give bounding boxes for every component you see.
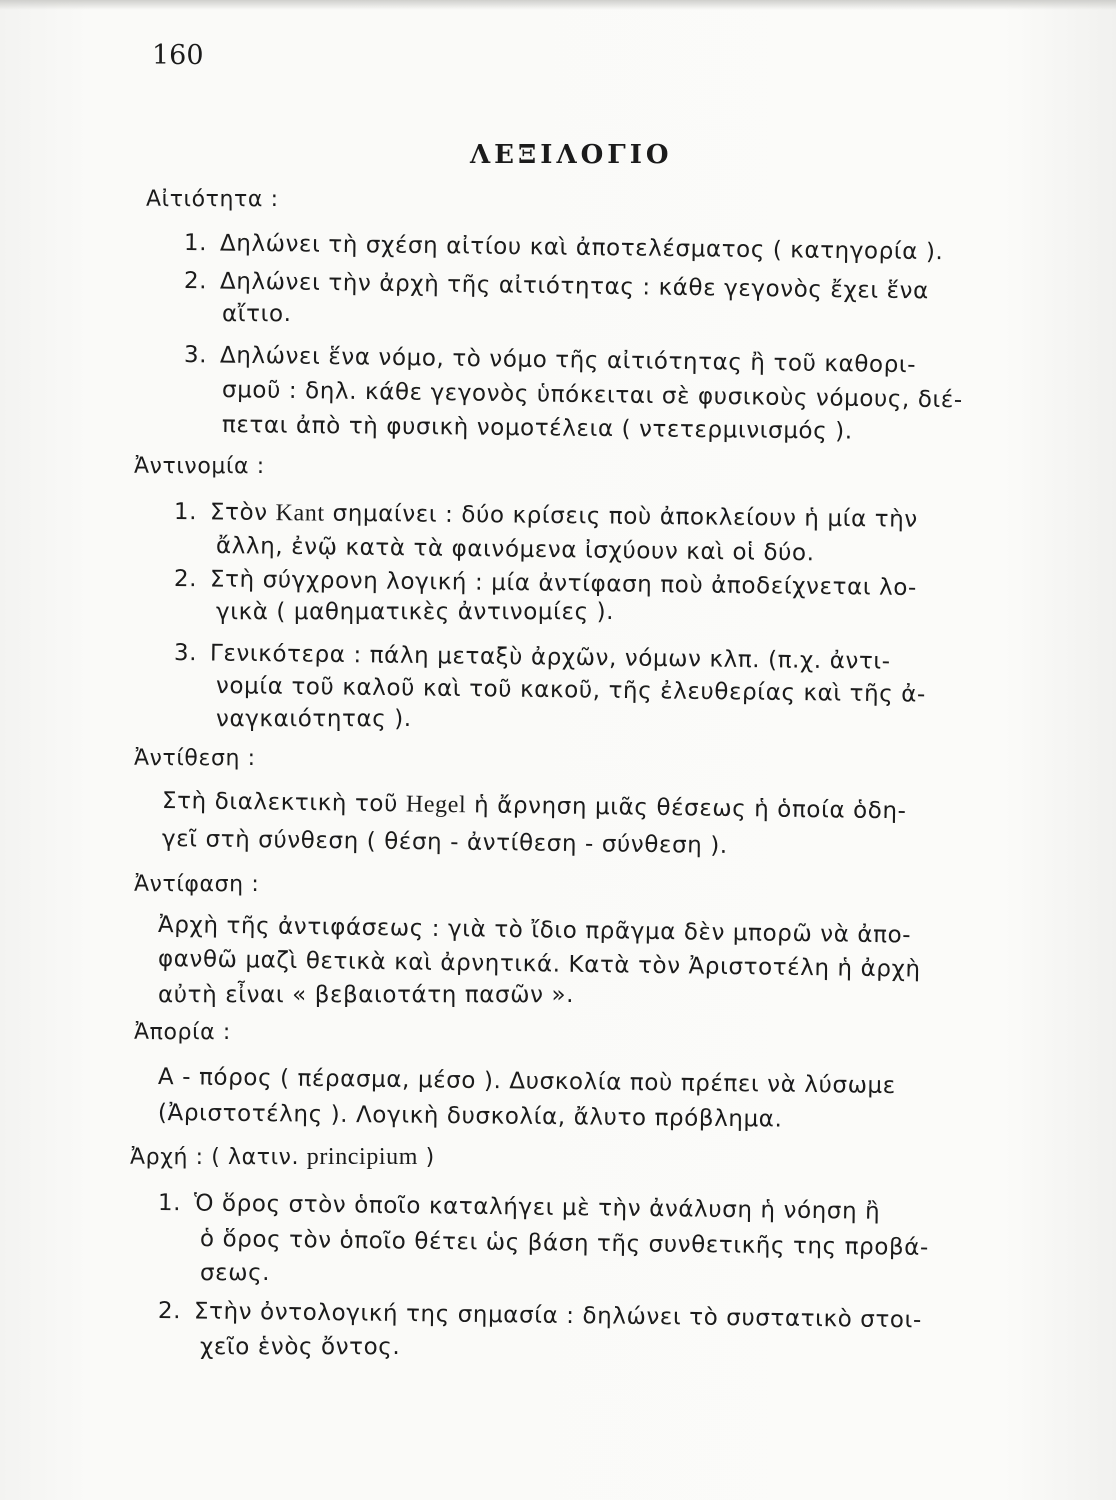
page-top-edge [0, 0, 1116, 10]
entry-latin-term: Kant [275, 500, 325, 527]
entry-number: 1. [173, 499, 198, 526]
entry-line [216, 533, 815, 566]
entry-line [200, 1334, 400, 1360]
entry-line [222, 301, 292, 327]
entry-text: (Ἀριστοτέλης ). Λογικὴ δυσκολία, ἄλυτο πρόβλημα. [157, 1100, 783, 1133]
entry-text: ἄλλη, ἐνῷ κατὰ τὰ φαινόμενα ἰσχύουν καὶ οἱ δύο. [215, 533, 815, 567]
entry-text: πεται ἀπὸ τὴ φυσικὴ νομοτέλεια ( ντετερμινισμός ). [221, 412, 853, 445]
entry-term: Αἰτιότητα : [146, 187, 279, 212]
entry-line [158, 1298, 922, 1333]
entry-line [162, 788, 907, 825]
entry-line [184, 268, 929, 304]
entry-line [216, 599, 614, 625]
entry-text: νομία τοῦ καλοῦ καὶ τοῦ κακοῦ, τῆς ἐλευθερίας καὶ τῆς ἀ- [215, 673, 927, 708]
entry-text: Γενικότερα : πάλη μεταξὺ ἀρχῶν, νόμων κλπ. (π.χ. ἀντι- [209, 640, 891, 675]
entry-number: 1. [157, 1190, 182, 1217]
entry-line [200, 1260, 270, 1286]
entry-term: Ἀντινομία : [134, 454, 265, 479]
entry-term: Ἀπορία : [134, 1020, 231, 1045]
entry-latin-term: principium [306, 1144, 419, 1170]
entry-term: Ἀντίφαση : [134, 872, 260, 897]
entry-text: αὐτὴ εἶναι « βεβαιοτάτη πασῶν ». [158, 982, 575, 1008]
entry-line [158, 912, 911, 949]
entry-line [222, 377, 963, 413]
entry-term-label: Ἀρχή : ( λατιν. [130, 1145, 307, 1170]
entry-line [162, 826, 728, 859]
entry-text: Δηλώνει τὴ σχέση αἰτίου καὶ ἀποτελέσματος ( κατηγορία ). [219, 230, 944, 266]
entry-text: Στὴ σύγχρονη λογική : μία ἀντίφαση ποὺ ἀποδείχνεται λο- [209, 566, 918, 602]
entry-line [174, 499, 918, 534]
entry-line [158, 1190, 881, 1225]
entry-line [184, 230, 944, 265]
entry-text: Δηλώνει ἕνα νόμο, τὸ νόμο τῆς αἰτιότητας ἢ τοῦ καθορι- [219, 342, 917, 379]
entry-term [130, 1144, 435, 1171]
entry-text: ἡ ἄρνηση μιᾶς θέσεως ἡ ὁποία ὁδη- [466, 792, 907, 825]
entry-text: ὁ ὅρος τὸν ὁποῖο θέτει ὡς βάση τῆς συνθετικῆς της προβά- [199, 1226, 930, 1261]
entry-number: 3. [173, 640, 198, 667]
entry-text: Ἀρχὴ τῆς ἀντιφάσεως : γιὰ τὸ ἴδιο πρᾶγμα δὲν μπορῶ νὰ ἀπο- [157, 912, 912, 949]
entry-term: Ἀντίθεση : [134, 746, 256, 771]
entry-number: 2. [173, 566, 198, 593]
entry-text: σεως. [200, 1260, 271, 1286]
entry-text: σημαίνει : δύο κρίσεις ποὺ ἀποκλείουν ἡ μία τὴν [324, 500, 918, 533]
entry-line [158, 946, 921, 983]
entry-text: γικὰ ( μαθηματικὲς ἀντινομίες ). [216, 599, 615, 625]
entry-line [184, 342, 917, 378]
entry-line [216, 673, 926, 708]
entry-text: σμοῦ : δηλ. κάθε γεγονὸς ὑπόκειται σὲ φυσικοὺς νόμους, διέ- [221, 377, 963, 414]
entry-line [200, 1226, 929, 1261]
entry-number: 2. [183, 268, 208, 295]
entry-text: αἴτιο. [222, 301, 292, 327]
entry-text: Στὴν ὀντολογική της σημασία : δηλώνει τὸ συστατικὸ στοι- [193, 1298, 922, 1334]
entry-line [174, 640, 891, 675]
entry-text: φανθῶ μαζὶ θετικὰ καὶ ἀρνητικά. Κατὰ τὸν Ἀριστοτέλη ἡ ἀρχὴ [157, 946, 921, 983]
entry-line [174, 566, 917, 601]
entry-line [158, 1064, 896, 1099]
page-title: ΛΕΞΙΛΟΓΙΟ [470, 140, 673, 170]
page-number: 160 [152, 40, 204, 71]
entry-text: Δηλώνει τὴν ἀρχὴ τῆς αἰτιότητας : κάθε γεγονὸς ἔχει ἕνα [219, 268, 930, 305]
entry-text: Α - πόρος ( πέρασμα, μέσο ). Δυσκολία ποὺ πρέπει νὰ λύσωμε [157, 1064, 896, 1100]
entry-line [216, 706, 412, 732]
entry-text: Στὴ διαλεκτικὴ τοῦ [161, 788, 407, 818]
entry-latin-term: Hegel [405, 791, 467, 819]
entry-number: 3. [183, 342, 208, 369]
entry-text: Ὁ ὅρος στὸν ὁποῖο καταλήγει μὲ τὴν ἀνάλυση ἡ νόηση ἢ [193, 1190, 881, 1225]
entry-line [222, 412, 853, 445]
entry-number: 1. [183, 230, 208, 257]
entry-line [158, 982, 574, 1008]
entry-term-tail: ) [418, 1145, 435, 1170]
entry-line [158, 1100, 783, 1133]
entry-text: Στὸν [209, 499, 276, 527]
entry-number: 2. [157, 1298, 182, 1325]
entry-text: ναγκαιότητας ). [216, 706, 412, 732]
entry-text: γεῖ στὴ σύνθεση ( θέση - ἀντίθεση - σύνθεση ). [161, 826, 728, 859]
entry-text: χεῖο ἑνὸς ὄντος. [200, 1334, 401, 1360]
